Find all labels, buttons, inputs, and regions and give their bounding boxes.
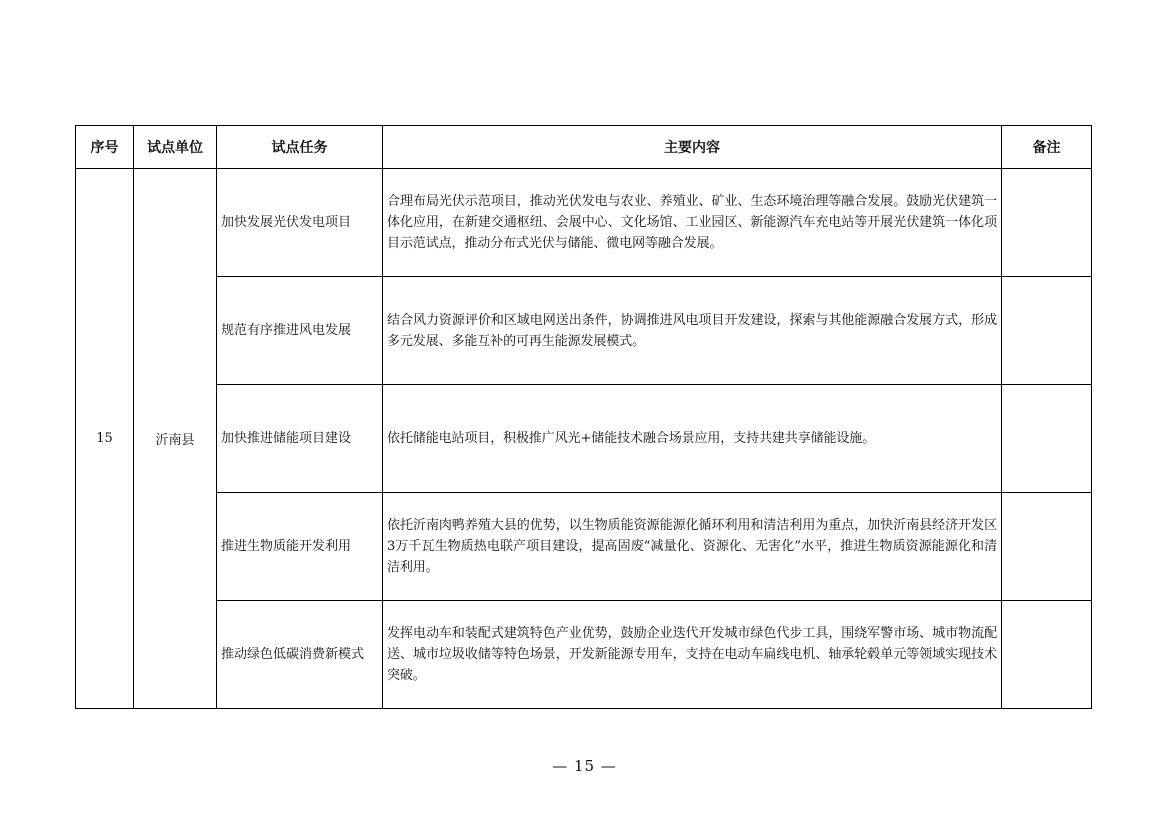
content-cell: 发挥电动车和装配式建筑特色产业优势，鼓励企业迭代开发城市绿色代步工具，围绕军警市场、城市物流配送、城市垃圾收储等特色场景，开发新能源专用车，支持在电动车扁线电机、轴承轮毂单元等领域实现技术突破。: [383, 601, 1002, 709]
note-cell: [1002, 385, 1092, 493]
task-cell: 规范有序推进风电发展: [217, 277, 383, 385]
task-cell: 加快推进储能项目建设: [217, 385, 383, 493]
header-note: 备注: [1002, 126, 1092, 169]
note-cell: [1002, 277, 1092, 385]
note-cell: [1002, 601, 1092, 709]
table-row: [76, 277, 1092, 385]
note-cell: [1002, 493, 1092, 601]
content-cell: 依托储能电站项目，积极推广风光+储能技术融合场景应用，支持共建共享储能设施。: [383, 385, 1002, 493]
header-task: 试点任务: [217, 126, 383, 169]
table-row: [76, 385, 1092, 493]
task-cell: 推动绿色低碳消费新模式: [217, 601, 383, 709]
table-header-row: [76, 126, 1092, 169]
pilot-task-table: [75, 125, 1092, 709]
unit-cell: 沂南县: [134, 169, 217, 709]
task-cell: 推进生物质能开发利用: [217, 493, 383, 601]
table-row: [76, 601, 1092, 709]
content-cell: 合理布局光伏示范项目，推动光伏发电与农业、养殖业、矿业、生态环境治理等融合发展。鼓励光伏建筑一体化应用，在新建交通枢纽、会展中心、文化场馆、工业园区、新能源汽车充电站等开展光伏建筑一体化项目示范试点，推动分布式光伏与储能、微电网等融合发展。: [383, 169, 1002, 277]
page-number: — 15 —: [552, 757, 617, 775]
table-row: [76, 169, 1092, 277]
note-cell: [1002, 169, 1092, 277]
seq-cell: 15: [76, 169, 134, 709]
content-cell: 依托沂南肉鸭养殖大县的优势，以生物质能资源能源化循环利用和清洁利用为重点，加快沂南县经济开发区3万千瓦生物质热电联产项目建设，提高固废“减量化、资源化、无害化”水平，推进生物质资源能源化和清洁利用。: [383, 493, 1002, 601]
task-cell: 加快发展光伏发电项目: [217, 169, 383, 277]
header-unit: 试点单位: [134, 126, 217, 169]
table-row: [76, 493, 1092, 601]
content-cell: 结合风力资源评价和区域电网送出条件，协调推进风电项目开发建设，探索与其他能源融合发展方式，形成多元发展、多能互补的可再生能源发展模式。: [383, 277, 1002, 385]
header-content: 主要内容: [383, 126, 1002, 169]
header-seq: 序号: [76, 126, 134, 169]
